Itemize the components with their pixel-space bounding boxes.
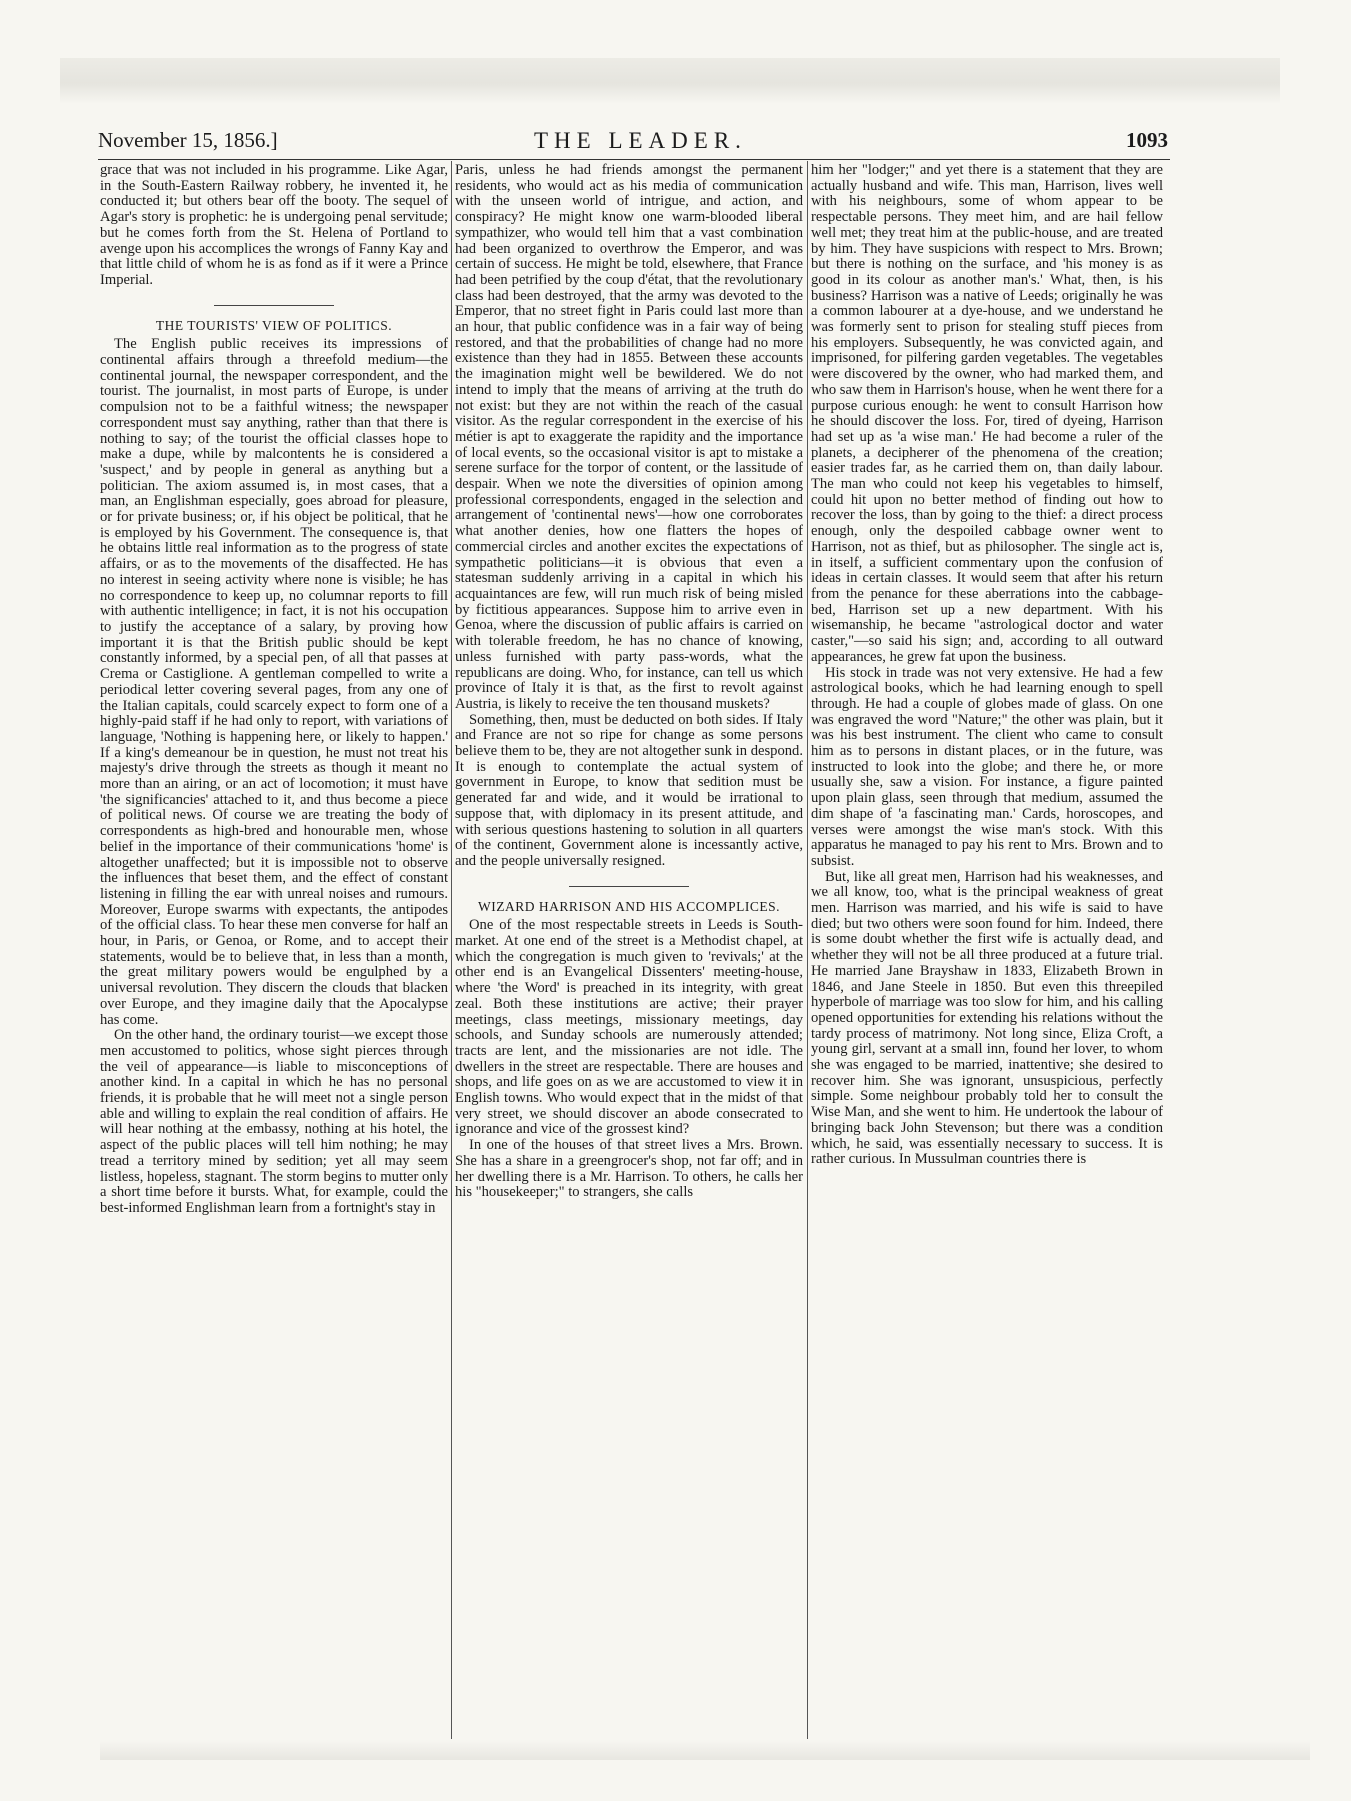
column-2 <box>455 163 803 1733</box>
masthead <box>98 128 1168 156</box>
page-number: 1093 <box>1126 128 1168 152</box>
section-rule <box>569 886 689 887</box>
article-heading: THE TOURISTS' VIEW OF POLITICS. <box>155 317 393 333</box>
section-rule <box>214 305 334 306</box>
paragraph: him her "lodger;" and yet there is a statement that they are actually husband and wife. This man, Harrison, lives well with his neighbours, some of whom appear to be respectable persons. They meet him, and are hail fellow well met; they treat him at the public-house, and are treated by him. They have suspicions with respect to Mrs. Brown; but there is nothing on the surface, and 'his money is as good in its colour as another man's.' What, then, is his business? Harrison was a native of Leeds; originally he was a common labourer at a dye-house, and we understand he was formerly sent to prison for stealing stuff pieces from his employers. Subsequently, he was convicted again, and imprisoned, for pilfering garden vegetables. The vegetables were discovered by the owner, who had marked them, and who saw them in Harrison's house, when he went there for a purpose curious enough: he went to consult Harrison how he should discover the loss. For, tired of dyeing, Harrison had set up as 'a wise man.' He had become a ruler of the planets, a decipherer of the phenomena of the creation; easier trades far, as he carried them on, than daily labour. The man who could not keep his vegetables to himself, could hit upon no better method of finding out how to recover the loss, than by going to the thief: a direct process enough, only the despoiled cabbage owner went to Harrison, not as thief, but as philosopher. The single act is, in itself, a sufficient commentary upon the confusion of ideas in certain classes. It would seem that after his return from the penance for these aberrations into the cabbage-bed, Harrison set up a new department. With his wisemanship, he became "astrological doctor and water caster,"—so said his sign; and, according to all outward appearances, he grew fat upon the business. <box>811 163 1163 665</box>
paragraph: grace that was not included in his programme. Like Agar, in the South-Eastern Railway robbery, he invented it, he conducted it; but others bear off the booty. The sequel of Agar's story is prophetic: he is undergoing penal servitude; but he comes forth from the St. Helena of Portland to avenge upon his accomplices the wrongs of Fanny Kay and that little child of whom he is as fond as if it were a Prince Imperial. <box>100 163 448 288</box>
paragraph: Something, then, must be deducted on both sides. If Italy and France are not so ripe for change as some persons believe them to be, they are not altogether sunk in despond. It is enough to contemplate the actual system of government in Europe, to know that sedition must be generated far and wide, and it would be irrational to suppose that, with diplomacy in its present attitude, and with serious questions hastening to solution in all quarters of the continent, Government alone is incessantly active, and the people universally resigned. <box>455 711 803 869</box>
article-heading: WIZARD HARRISON AND HIS ACCOMPLICES. <box>478 898 780 914</box>
paragraph: The English public receives its impressions of continental affairs through a threefold medium—the continental journal, the newspaper correspondent, and the tourist. The journalist, in most parts of Europe, is under compulsion not to be a faithful witness; the newspaper correspondent must say anything, rather than that there is nothing to say; of the tourist the official classes hope to make a dupe, while by malcontents he is considered a 'suspect,' and by people in general as anything but a politician. The axiom assumed is, in most cases, that a man, an Englishman especially, goes abroad for pleasure, or for private business; or, if his object be political, that he is employed by his Government. The consequence is, that he obtains little real information as to the progress of state affairs, or as to the movements of the disaffected. He has no interest in seeing activity where none is visible; he has no correspondence to keep up, no columnar reports to fill with authentic intelligence; in fact, it is not his occupation to justify the acceptance of a salary, by proving how important it is that the British public should be kept constantly informed, by a special pen, of all that passes at Crema or Castiglione. A gentleman compelled to write a periodical letter covering several pages, from any one of the Italian capitals, could scarcely expect to form one of a highly-paid staff if he had only to report, with variations of language, 'Nothing is happening here, or likely to happen.' If a king's demeanour be in question, he must not treat his majesty's drive through the streets as though it meant no more than an airing, or an act of locomotion; it must have 'the significancies' attached to it, and thus become a piece of political news. Of course we are treating the body of correspondents as high-bred and honourable men, whose belief in the importance of their communications 'home' is altogether unaffected; but it is impossible not to observe the influences that beset them, and the effect of constant listening in filling the ear with unreal noises and rumours. Moreover, Europe swarms with expectants, the antipodes of the official class. To hear these men converse for half an hour, in Paris, or Genoa, or Rome, and to accept their statements, would be to believe that, in less than a month, the great military powers would be engulphed by a universal revolution. They discern the clouds that blacken over Europe, and they imagine daily that the Apocalypse has come. <box>100 336 448 1028</box>
column-divider <box>451 161 452 1739</box>
newspaper-title: THE LEADER. <box>534 128 747 153</box>
paragraph: In one of the houses of that street lives a Mrs. Brown. She has a share in a greengrocer's shop, not far off; and in her dwelling there is a Mr. Harrison. To others, he calls her his "housekeeper;" to strangers, she calls <box>455 1137 803 1201</box>
paragraph: But, like all great men, Harrison had his weaknesses, and we all know, too, what is the principal weakness of great men. Harrison was married, and his wife is said to have died; but two others were soon found for him. Indeed, there is some doubt whether the first wife is actually dead, and whether they will not be all three produced at a future trial. He married Jane Brayshaw in 1833, Elizabeth Brown in 1846, and Jane Steele in 1850. But even this threepiled hyperbole of marriage was too slow for him, and his calling opened opportunities for extending his relations without the tardy process of matrimony. Not long since, Eliza Croft, a young girl, servant at a small inn, found her lover, to whom she was engaged to be married, inattentive; she desired to recover him. She was ignorant, unsuspicious, perfectly simple. Some neighbour probably told her to consult the Wise Man, and she went to him. He undertook the labour of bringing back John Stevenson; but there was a condition which, he said, was essentially necessary to success. It is rather curious. In Mussulman countries there is <box>811 868 1163 1168</box>
masthead-rule <box>98 159 1170 160</box>
scan-edge-top <box>60 58 1280 104</box>
column-divider <box>807 161 808 1739</box>
paragraph: Paris, unless he had friends amongst the permanent residents, who would act as his media of communication with the unseen world of intrigue, and action, and conspiracy? He might know one warm-blooded liberal sympathizer, who would tell him that a vast combination had been organized to overthrow the Emperor, and was certain of success. He might be told, elsewhere, that France had been petrified by the coup d'état, that the revolutionary class had been destroyed, that the army was devoted to the Emperor, that no street fight in Paris could last more than an hour, that public confidence was in a fair way of being restored, and that the probabilities of change had no more existence than they had in 1855. Between these accounts the imagination might well be bewildered. We do not intend to imply that the means of arriving at the truth do not exist: but they are not within the reach of the casual visitor. As the regular correspondent in the exercise of his métier is apt to exaggerate the rapidity and the importance of local events, so the occasional visitor is apt to mistake a serene surface for the torpor of content, or the lassitude of despair. When we note the diversities of opinion among professional correspondents, engaged in the selection and arrangement of 'continental news'—how one corroborates what another denies, how one flatters the hopes of commercial circles and another excites the expectations of sympathetic politicians—it is obvious that even a statesman suddenly arriving in a capital in which his acquaintances are few, will run much risk of being misled by fictitious appearances. Suppose him to arrive even in Genoa, where the discussion of public affairs is carried on with tolerable freedom, he has no chance of knowing, unless furnished with party pass-words, what the republicans are doing. Who, for instance, can tell us which province of Italy it is that, as the first to revolt against Austria, is likely to receive the ten thousand muskets? <box>455 163 803 712</box>
column-3 <box>811 163 1163 1733</box>
paragraph: On the other hand, the ordinary tourist—we except those men accustomed to politics, whose sight pierces through the veil of appearance—is liable to misconceptions of another kind. In a capital in which he has no personal friends, it is probable that he will meet not a single person able and willing to explain the real condition of affairs. He will hear nothing at the embassy, nothing at his hotel, the aspect of the public places will tell him nothing; he may tread a territory mined by sedition; yet all may seem listless, hopeless, stagnant. The storm begins to mutter only a short time before it bursts. What, for example, could the best-informed Englishman learn from a fortnight's stay in <box>100 1027 448 1216</box>
paragraph: His stock in trade was not very extensive. He had a few astrological books, which he had learning enough to spell through. He had a couple of globes made of glass. On one was engraved the word "Nature;" the other was plain, but it was his best instrument. The client who came to consult him as to persons in distant places, or in the future, was instructed to look into the globe; and there he, or more usually she, saw a vision. For instance, a figure painted upon plain glass, seen through that medium, assumed the dim shape of 'a fascinating man.' Cards, horoscopes, and verses were amongst the wise man's stock. With this apparatus he managed to pay his rent to Mrs. Brown and to subsist. <box>811 664 1163 869</box>
column-1 <box>100 163 448 1733</box>
issue-date: November 15, 1856.] <box>98 128 278 152</box>
scan-edge-bottom <box>100 1740 1310 1760</box>
paragraph: One of the most respectable streets in Leeds is South-market. At one end of the street is a Methodist chapel, at which the congregation is much given to 'revivals;' at the other end is an Evangelical Dissenters' meeting-house, where 'the Word' is preached in its integrity, with great zeal. Both these institutions are active; their prayer meetings, class meetings, missionary meetings, day schools, and Sunday schools are numerously attended; tracts are lent, and the missionaries are not idle. The dwellers in the street are respectable. There are houses and shops, and life goes on as we are accustomed to view it in English towns. Who would expect that in the midst of that very street, we should discover an abode consecrated to ignorance and vice of the grossest kind? <box>455 917 803 1138</box>
